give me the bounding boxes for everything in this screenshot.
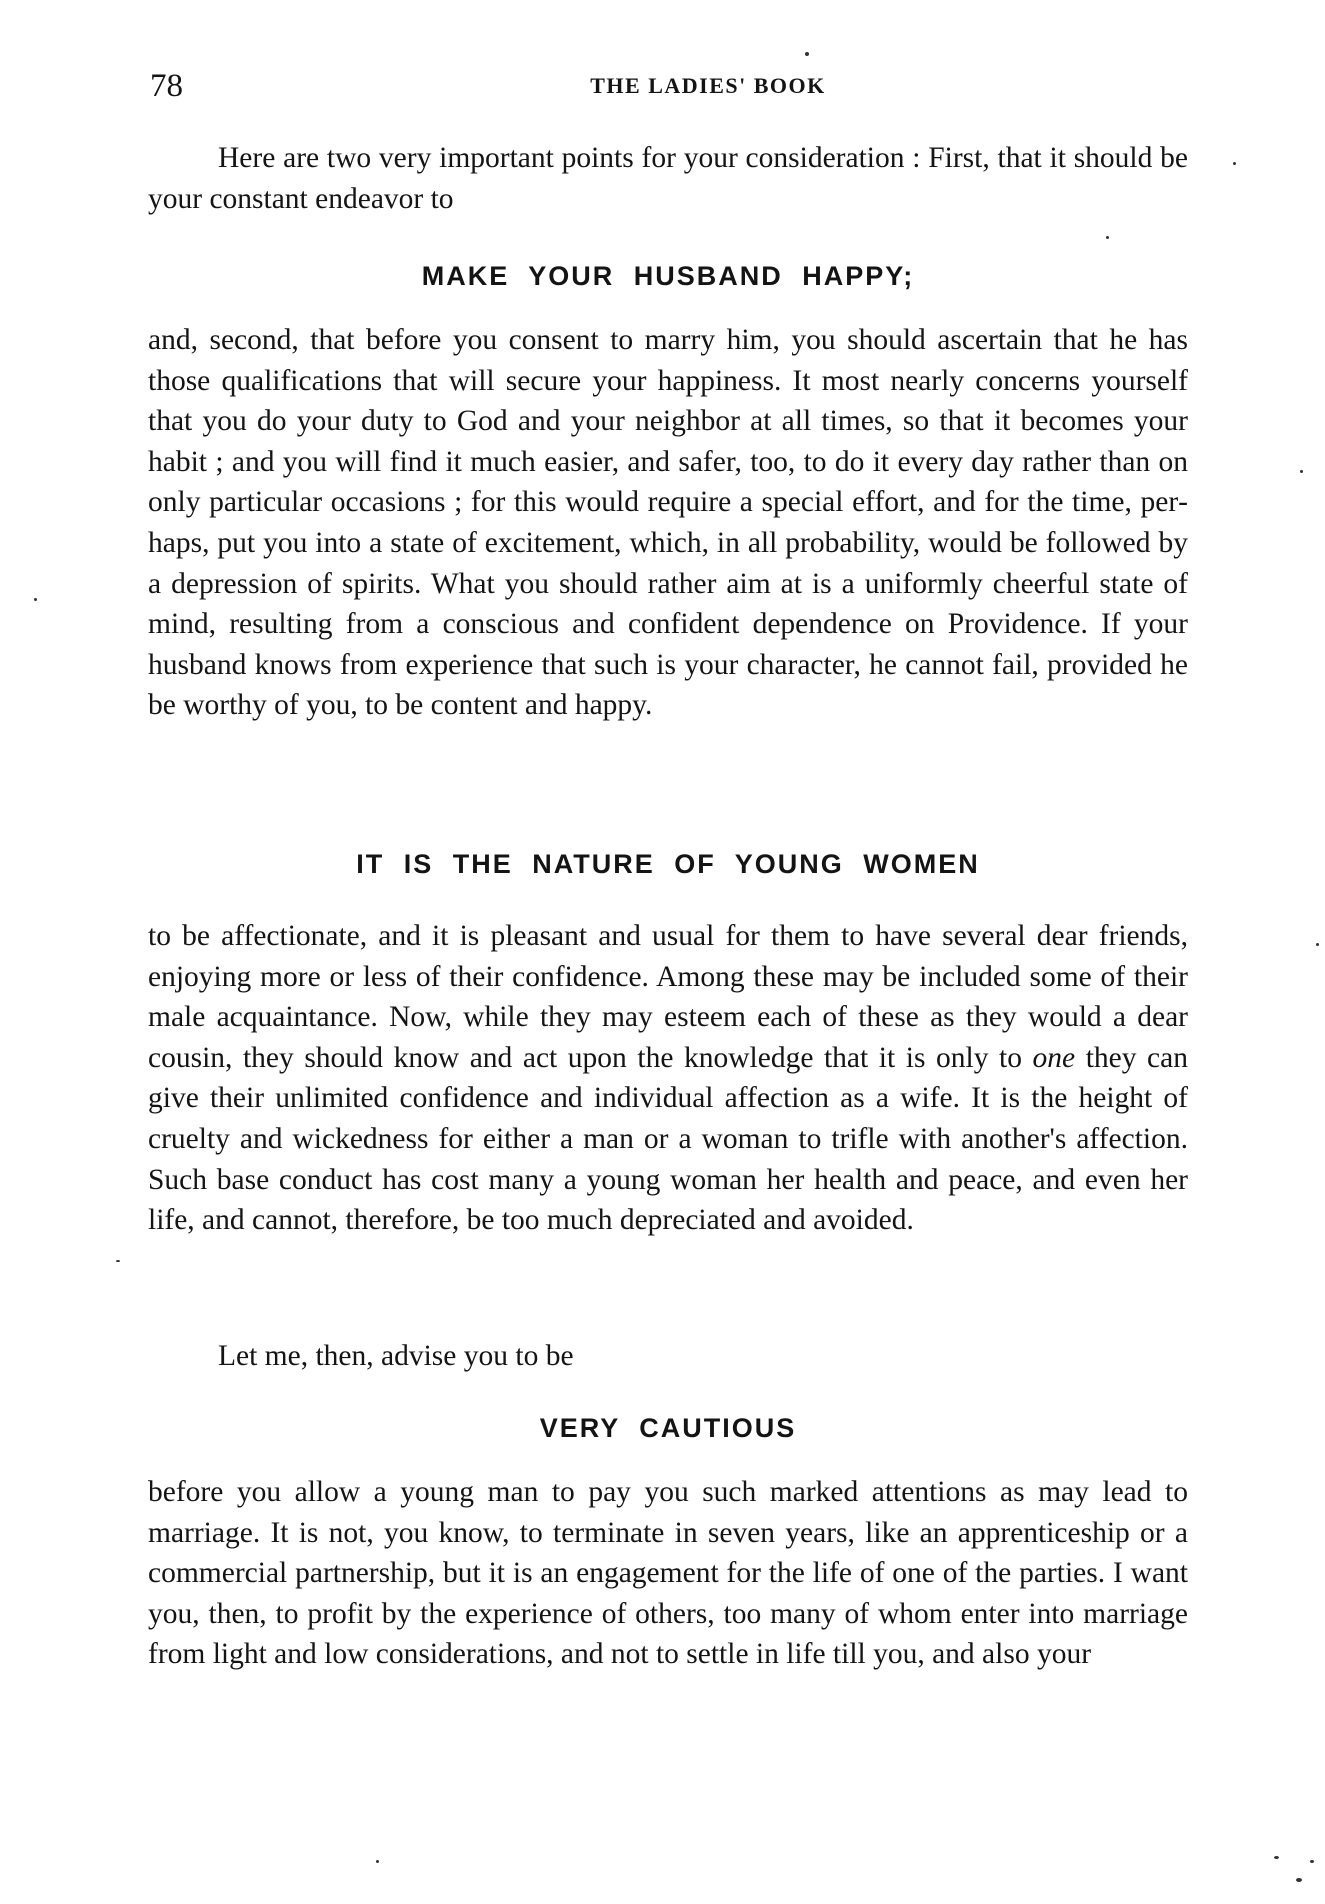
affection-text-after: they can give their unlimited confidence and individual affection as a wife. It is the height of cruelty and wickedness for either a man or a woman to trifle with another's affection. Such base conduct has cost many a young woman her health and peace, and even her life, and cannot, therefore, be too much depreciated and avoided. [148, 1041, 1188, 1237]
paragraph-advice-text: Let me, then, advise you to be [218, 1340, 574, 1372]
affection-text-before: to be affectionate, and it is pleasant and usual for them to have several dear friends, enjoying more or less of their confidence. Among these may be included some of their male acquaintance. Now, while they may esteem each of these as they would a dear cousin, they should know and act upon the knowledge that it is only to [148, 920, 1188, 1074]
scan-speck [376, 1860, 379, 1863]
paragraph-cautious [148, 1472, 1188, 1675]
scan-speck [1106, 236, 1109, 239]
scan-speck [1296, 1878, 1302, 1882]
running-title: THE LADIES' BOOK [590, 73, 826, 98]
intro-text: Here are two very important points for your consideration : First, that it should be your constant endeavor to [148, 142, 1188, 215]
page-header [150, 62, 1186, 110]
scan-speck [1316, 943, 1319, 946]
section-heading-husband-happy: MAKE YOUR HUSBAND HAPPY; [421, 261, 915, 291]
paragraph-happiness-text: and, second, that before you consent to marry him, you should ascertain that he has those qualifications that will secure your happiness. It most nearly concerns yourself that you do your duty to God and your neighbor at all times, so that it becomes your habit ; and you will find it much easier, and safer, too, to do it every day rather than on only particular occasions ; for this would require a special effort, and for the time, perhaps, put you into a state of excitement, which, in all probability, would be followed by a depression of spirits. What you should rather aim at is a uniformly cheerful state of mind, resulting from a conscious and confident dependence on Providence. If your husband knows from experience that such is your character, he cannot fail, provided he be worthy of you, to be content and happy. [148, 324, 1188, 722]
scan-speck [1310, 1860, 1314, 1863]
page-number: 78 [150, 68, 183, 104]
scan-speck [116, 1260, 120, 1262]
scan-speck [805, 52, 809, 56]
emphasis-one: one [1032, 1041, 1076, 1074]
paragraph-affection-text [148, 916, 1188, 1241]
paragraph-advice [148, 1336, 1188, 1377]
section-heading-young-women: IT IS THE NATURE OF YOUNG WOMEN [356, 849, 980, 879]
paragraph-happiness [148, 320, 1188, 726]
scan-speck [34, 598, 37, 601]
paragraph-cautious-text: before you allow a young man to pay you such marked attentions as may lead to marriage. It is not, you know, to terminate in seven years, like an apprenticeship or a commercial partnership, but it is an engagement for the life of one of the parties. I want you, then, to profit by the experience of others, too many of whom enter into marriage from light and low considerations, and not to settle in life till you, and also your [148, 1476, 1188, 1671]
intro-paragraph [148, 138, 1188, 219]
scan-speck [1274, 1856, 1279, 1859]
paragraph-affection [148, 916, 1188, 1241]
scan-speck [1300, 470, 1303, 473]
scan-speck [1233, 162, 1236, 165]
section-heading-cautious: VERY CAUTIOUS [539, 1413, 797, 1443]
